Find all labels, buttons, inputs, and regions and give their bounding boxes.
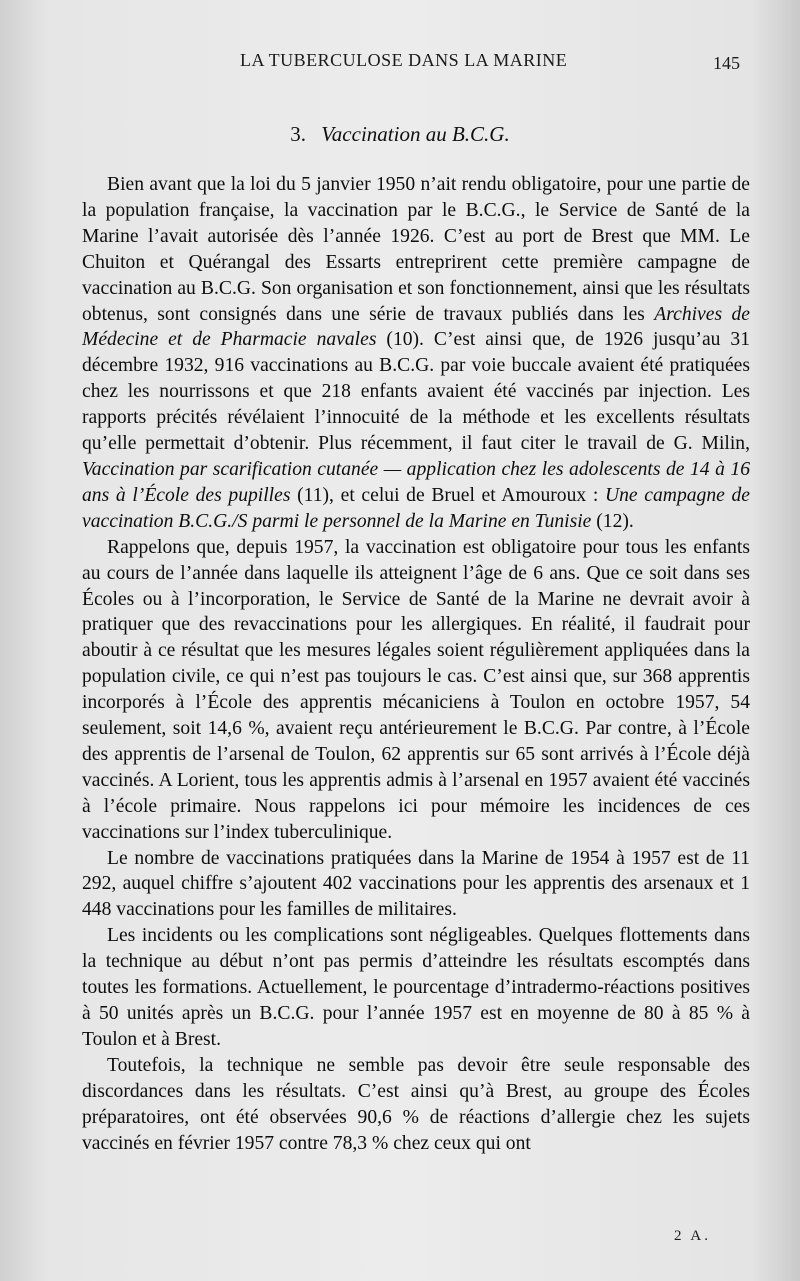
body-text	[82, 172, 750, 1156]
paragraph-1-text-g: (12).	[591, 510, 634, 532]
paragraph-1	[82, 172, 750, 535]
paragraph-2: Rappelons que, depuis 1957, la vaccination est obligatoire pour tous les enfants au cours de l’année dans laquelle ils atteignent l’âge de 6 ans. Que ce soit dans ses Écoles ou à l’incorporation, le Service de Santé de la Marine ne devrait avoir à pratiquer que des revaccinations pour les allergiques. En réalité, il faudrait pour aboutir à ce résultat que les mesures légales soient régulièrement appliquées dans la population civile, ce qui n’est pas toujours le cas. C’est ainsi que, sur 368 apprentis incorporés à l’École des apprentis mécaniciens à Toulon en octobre 1957, 54 seulement, soit 14,6 %, avaient reçu antérieurement le B.C.G. Par contre, à l’École des apprentis de l’arsenal de Toulon, 62 apprentis sur 65 sont arrivés à l’École déjà vaccinés. A Lorient, tous les apprentis admis à l’arsenal en 1957 avaient été vaccinés à l’école primaire. Nous rappelons ici pour mémoire les incidences de ces vaccinations sur l’index tuberculinique.	[82, 536, 750, 843]
page-header	[0, 50, 800, 80]
running-title: LA TUBERCULOSE DANS LA MARINE	[240, 50, 568, 70]
paragraph-1-text-c: (10). C’est ainsi que, de 1926 jusqu’au 31 décembre 1932, 916 vaccinations au B.C.G. par voie buccale avaient été pratiquées chez les nourrissons et que 218 enfants avaient été vaccinés par injection. Les rapports précités révélaient l’innocuité de la méthode et les excellents résultats qu’elle permettait d’obtenir. Plus récemment, il faut citer le travail de G. Milin,	[82, 329, 750, 455]
section-number: 3.	[290, 122, 307, 146]
page-number: 145	[713, 53, 740, 73]
paragraph-1-text-a: Bien avant que la loi du 5 janvier 1950 n’ait rendu obligatoire, pour une partie de la population française, la vaccination par le B.C.G., le Service de Santé de la Marine l’avait autorisée dès l’année 1926. C’est au port de Brest que MM. Le Chuiton et Quérangal des Essarts entreprirent cette première campagne de vaccination au B.C.G. Son organisation et son fonctionnement, ainsi que les résultats obtenus, sont consignés dans une série de travaux publiés dans les	[82, 174, 750, 325]
bruel-work-title: Une campagne de vaccination B.C.G./S parmi le personnel de la Marine en Tunisie	[82, 484, 750, 532]
paragraph-3: Le nombre de vaccinations pratiquées dans la Marine de 1954 à 1957 est de 11 292, auquel chiffre s’ajoutent 402 vaccinations pour les apprentis des arsenaux et 1 448 vaccinations pour les familles de militaires.	[82, 847, 750, 921]
paragraph-1-text-e: (11), et celui de Bruel et Amouroux :	[290, 484, 605, 506]
paragraph-4: Les incidents ou les complications sont négligeables. Quelques flottements dans la technique au début n’ont pas permis d’atteindre les résultats escomptés dans toutes les formations. Actuellement, le pourcentage d’intradermo-réactions positives à 50 unités après un B.C.G. pour l’année 1957 est en moyenne de 80 à 85 % à Toulon et à Brest.	[82, 925, 750, 1050]
paragraph-5: Toutefois, la technique ne semble pas devoir être seule responsable des discordances dans les résultats. C’est ainsi qu’à Brest, au groupe des Écoles préparatoires, ont été observées 90,6 % de réactions d’allergie chez les sujets vaccinés en février 1957 contre 78,3 % chez ceux qui ont	[82, 1054, 750, 1154]
signature-mark: 2 A.	[674, 1228, 712, 1244]
section-heading	[0, 122, 800, 147]
section-title: Vaccination au B.C.G.	[321, 122, 510, 146]
journal-title: Archives de Médecine et de Pharmacie navales	[82, 303, 750, 351]
milin-work-title: Vaccination par scarification cutanée — application chez les adolescents de 14 à 16 ans à l’École des pupilles	[82, 458, 750, 506]
